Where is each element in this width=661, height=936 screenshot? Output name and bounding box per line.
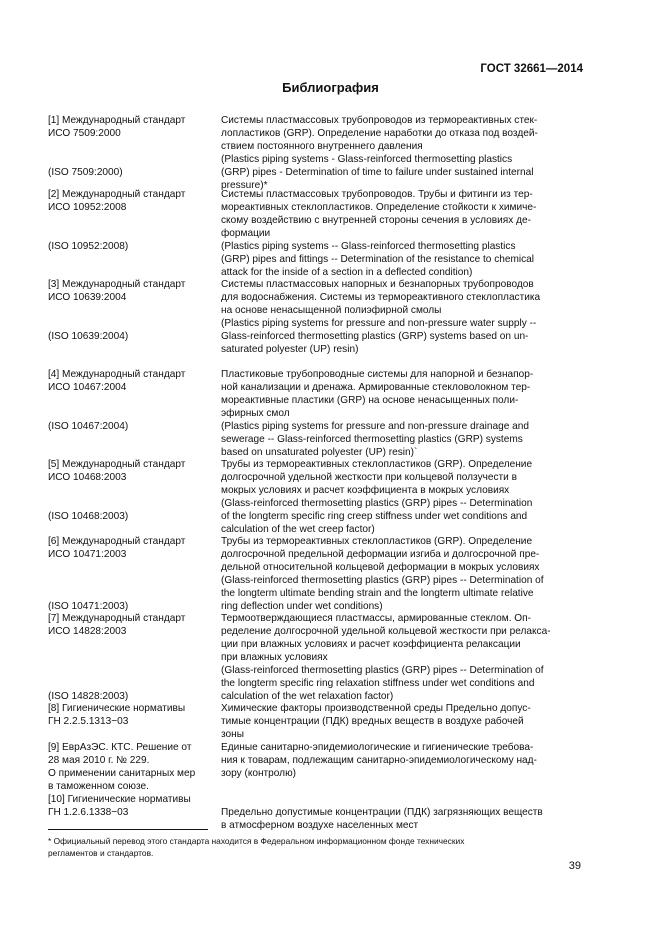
- footnote-line: регламентов и стандартов.: [48, 848, 154, 858]
- bib-entry-source-line: О применении санитарных мер: [48, 768, 196, 779]
- bib-entry-title-line: формации: [221, 228, 271, 239]
- bib-entry-title-line: (Plastics piping systems -- Glass-reinforced thermosetting plastics: [221, 241, 516, 252]
- bib-entry-source-line: ИСО 10471:2003: [48, 549, 127, 560]
- bib-entry-title-line: Химические факторы производственной среды Предельно допус-: [221, 703, 531, 714]
- bib-entry-source-line: [3] Международный стандарт: [48, 279, 186, 290]
- bib-entry-source-line: ГН 1.2.6.1338−03: [48, 807, 129, 818]
- bib-entry-title-line: на основе ненасыщенной полиэфирной смолы: [221, 305, 442, 316]
- bib-entry-source-line: [9] ЕврАзЭС. КТС. Решение от: [48, 742, 192, 753]
- bib-entry-source-line: [2] Международный стандарт: [48, 189, 186, 200]
- bib-entry-source-line: [4] Международный стандарт: [48, 369, 186, 380]
- bib-entry-source-line: ИСО 14828:2003: [48, 626, 127, 637]
- bib-entry-source-line: (ISO 10639:2004): [48, 331, 129, 342]
- bib-entry-source-line: ИСО 10639:2004: [48, 292, 127, 303]
- bib-entry-source-line: [6] Международный стандарт: [48, 536, 186, 547]
- bib-entry-title-line: мокрых условиях и расчет коэффициента в мокрых условиях: [221, 485, 510, 496]
- bib-entry-source-line: 28 мая 2010 г. № 229.: [48, 755, 150, 766]
- page-title: Библиография: [282, 80, 379, 95]
- bib-entry-title-line: ределение долгосрочной удельной кольцевой жесткости при релакса-: [221, 626, 551, 637]
- bib-entry-title-line: при влажных условиях: [221, 652, 328, 663]
- bib-entry-title-line: ции при влажных условиях и расчет коэффициента релаксации: [221, 639, 521, 650]
- bib-entry-title-line: calculation of the wet creep factor): [221, 524, 375, 535]
- bib-entry-title-line: saturated polyester (UP) resin): [221, 344, 359, 355]
- bib-entry-title-line: Системы пластмассовых напорных и безнапорных трубопроводов: [221, 279, 534, 290]
- bib-entry-title-line: based on unsaturated polyester (UP) resin)`: [221, 447, 418, 458]
- bib-entry-title-line: (Glass-reinforced thermosetting plastics (GRP) pipes -- Determination: [221, 498, 533, 509]
- bib-entry-source-line: [1] Международный стандарт: [48, 115, 186, 126]
- bib-entry-title-line: ной канализации и дренажа. Армированные стекловолокном тер-: [221, 382, 531, 393]
- bib-entry-title-line: attack for the inside of a section in a deflected condition): [221, 267, 473, 278]
- bib-entry-source-line: (ISO 14828:2003): [48, 691, 129, 702]
- bib-entry-title-line: Единые санитарно-эпидемиологические и гигиенические требова-: [221, 742, 534, 753]
- bib-entry-title-line: the longterm ultimate bending strain and the longterm ultimate relative: [221, 588, 534, 599]
- bib-entry-title-line: Предельно допустимые концентрации (ПДК) загрязняющих веществ: [221, 807, 543, 818]
- bib-entry-source-line: (ISO 7509:2000): [48, 167, 123, 178]
- bib-entry-title-line: Glass-reinforced thermosetting plastics (GRP) systems based on un-: [221, 331, 529, 342]
- bib-entry-source-line: в таможенном союзе.: [48, 781, 149, 792]
- bib-entry-title-line: (Plastics piping systems for pressure and non-pressure drainage and: [221, 421, 530, 432]
- bib-entry-title-line: тимые концентрации (ПДК) вредных веществ в воздухе рабочей: [221, 716, 524, 727]
- bib-entry-title-line: sewerage -- Glass-reinforced thermosetting plastics (GRP) systems: [221, 434, 523, 445]
- bib-entry-source-line: ИСО 10467:2004: [48, 382, 127, 393]
- bib-entry-title-line: эфирных смол: [221, 408, 290, 419]
- bib-entry-title-line: Трубы из термореактивных стеклопластиков (GRP). Определение: [221, 459, 533, 470]
- bib-entry-title-line: зору (контролю): [221, 768, 297, 779]
- bib-entry-title-line: скому воздействию с внутренней стороны сечения в условиях де-: [221, 215, 531, 226]
- bib-entry-source-line: [8] Гигиенические нормативы: [48, 703, 186, 714]
- bib-entry-source-line: ИСО 10468:2003: [48, 472, 127, 483]
- bib-entry-title-line: Системы пластмассовых трубопроводов из термореактивных стек-: [221, 115, 538, 126]
- bib-entry-title-line: Термоотверждающиеся пластмассы, армированные стеклом. Оп-: [221, 613, 531, 624]
- bib-entry-title-line: Пластиковые трубопроводные системы для напорной и безнапор-: [221, 369, 534, 380]
- bib-entry-title-line: ния к товарам, подлежащим санитарно-эпидемиологическому над-: [221, 755, 537, 766]
- bib-entry-source-line: (ISO 10467:2004): [48, 421, 129, 432]
- bib-entry-title-line: pressure)*: [221, 180, 268, 191]
- bib-entry-title-line: (Plastics piping systems for pressure and non-pressure water supply --: [221, 318, 537, 329]
- bib-entry-source-line: (ISO 10471:2003): [48, 601, 129, 612]
- bib-entry-title-line: долгосрочной предельной деформации изгиба и долгосрочной пре-: [221, 549, 540, 560]
- bib-entry-title-line: лопластиков (GRP). Определение наработки до отказа под воздей-: [221, 128, 538, 139]
- bib-entry-source-line: ГН 2.2.5.1313−03: [48, 716, 129, 727]
- bib-entry-title-line: (Glass-reinforced thermosetting plastics (GRP) pipes -- Determination of: [221, 575, 544, 586]
- bib-entry-source-line: (ISO 10952:2008): [48, 241, 129, 252]
- bib-entry-title-line: зоны: [221, 729, 244, 740]
- bib-entry-source-line: [10] Гигиенические нормативы: [48, 794, 191, 805]
- bib-entry-title-line: для водоснабжения. Системы из термореактивного стеклопластика: [221, 292, 541, 303]
- footnote-divider: [48, 829, 208, 830]
- bib-entry-title-line: Трубы из термореактивных стеклопластиков (GRP). Определение: [221, 536, 533, 547]
- bib-entry-source-line: (ISO 10468:2003): [48, 511, 129, 522]
- bib-entry-title-line: ствием постоянного внутреннего давления: [221, 141, 423, 152]
- bib-entry-title-line: Системы пластмассовых трубопроводов. Трубы и фитинги из тер-: [221, 189, 533, 200]
- bib-entry-title-line: (Plastics piping systems - Glass-reinforced thermosetting plastics: [221, 154, 513, 165]
- bib-entry-title-line: мореактивные пластики (GRP) на основе ненасыщенных поли-: [221, 395, 519, 406]
- bib-entry-title-line: the longterm specific ring relaxation stiffness under wet conditions and: [221, 678, 535, 689]
- bib-entry-title-line: (GRP) pipes - Determination of time to failure under sustained internal: [221, 167, 534, 178]
- bib-entry-title-line: (Glass-reinforced thermosetting plastics (GRP) pipes -- Determination of: [221, 665, 544, 676]
- bib-entry-title-line: дельной относительной кольцевой деформации в мокрых условиях: [221, 562, 540, 573]
- bib-entry-title-line: ring deflection under wet conditions): [221, 601, 383, 612]
- bib-entry-title-line: долгосрочной удельной жесткости при кольцевой ползучести в: [221, 472, 517, 483]
- bib-entry-title-line: мореактивных стеклопластиков. Определение стойкости к химиче-: [221, 202, 537, 213]
- bib-entry-source-line: [5] Международный стандарт: [48, 459, 186, 470]
- bib-entry-source-line: [7] Международный стандарт: [48, 613, 186, 624]
- bib-entry-title-line: of the longterm specific ring creep stiffness under wet conditions and: [221, 511, 528, 522]
- bib-entry-source-line: ИСО 10952:2008: [48, 202, 127, 213]
- bib-entry-title-line: (GRP) pipes and fittings -- Determination of the resistance to chemical: [221, 254, 535, 265]
- bib-entry-title-line: calculation of the wet relaxation factor): [221, 691, 394, 702]
- document-code: ГОСТ 32661—2014: [480, 63, 583, 75]
- bib-entry-title-line: в атмосферном воздухе населенных мест: [221, 820, 419, 831]
- footnote-line: * Официальный перевод этого стандарта находится в Федеральном информационном фонде технических: [48, 836, 465, 846]
- bib-entry-source-line: ИСО 7509:2000: [48, 128, 121, 139]
- page-number: 39: [568, 860, 581, 872]
